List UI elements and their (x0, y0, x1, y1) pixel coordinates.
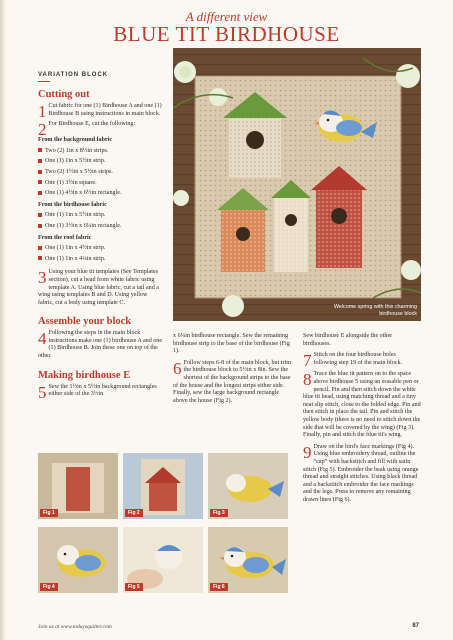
page-fold-shadow (0, 0, 6, 640)
list-item (38, 245, 163, 253)
header-kicker: A different view (185, 9, 268, 24)
figure-5-label: Fig 5 (125, 583, 143, 591)
bullet-icon (38, 213, 42, 217)
bullet-icon (38, 180, 42, 184)
figure-1-label: Fig 1 (40, 509, 58, 517)
bullet-icon (38, 170, 42, 174)
step-8-text: Trace the blue tit pattern on to the space above birdhouse 5 using an erasable pen or pencil. Pin and then stitch down the white blue tit head, using matching thread and a tiny neat slip stitch, close to the folded edge. Pin and then stitch in place the tail. Pin and stitch the yellow body (there is no need to stitch down the side that will be covered by the wing) (Fig 3). Finally, pin and stitch the blue tit's wing. (303, 371, 421, 439)
step-7-text: Stitch on the four birdhouse holes following step 19 of the main block. (313, 352, 403, 366)
figure-6-label: Fig 6 (210, 583, 228, 591)
step-3-text: Using your blue tit templates (See Templates section), cut a head from white fabric using template A. Using blue fabric, cut a tail and a wing using templates B and D. Using yellow fabric, cut a body using template C. (38, 269, 159, 306)
list-item (38, 223, 163, 231)
step-4-number: 4 (38, 329, 47, 349)
step-4-text: Following the steps in the main block instructions make one (1) birdhouse A and one (1) Birdhouse B. Join these one on top of the other. (38, 330, 163, 360)
left-column (38, 89, 163, 402)
list-item-text: One (1) 4½in x 6½in rectangle. (45, 190, 122, 197)
figure-3 (208, 453, 288, 519)
bullet-icon (38, 148, 42, 152)
bullet-icon (38, 224, 42, 228)
making-heading: Making birdhouse E (38, 369, 131, 381)
step-9-text: Draw on the bird's face markings (Fig 4). Using blue embroidery thread, outline the “cap” with backstitch and fill with satin stitch (Fig 5). Embroider the beak using orange thread and straight stitches. Using black thread and a backstitch embroider the face markings and the legs. Press to remove any remaining drawn lines (Fig 6). (303, 443, 419, 503)
assemble-heading: Assemble your block (38, 316, 132, 328)
figure-4-label: Fig 4 (40, 583, 58, 591)
figure-1 (38, 453, 118, 519)
step-6-number: 6 (173, 358, 182, 378)
step-7-number: 7 (303, 351, 312, 371)
step-8 (303, 371, 421, 439)
middle-column (173, 333, 291, 409)
section-label: VARIATION BLOCK (38, 72, 109, 78)
step-1 (38, 102, 163, 121)
list-item-text: Two (2) 1in x 8½in strips. (45, 147, 109, 154)
continued-text: Sew birdhouse E alongside the other birdhouses. (303, 333, 393, 347)
list-item-text: One (1) 1in x 5½in strip. (45, 158, 106, 165)
step-3 (38, 269, 163, 307)
figure-6 (208, 527, 288, 593)
figure-2 (123, 453, 203, 519)
bullet-icon (38, 191, 42, 195)
roof-fabric-heading: From the roof fabric (38, 234, 92, 241)
quilt-illustration (173, 48, 421, 321)
footer-website: Join us at www.todaysquilter.com (38, 624, 112, 630)
step-5-number: 5 (38, 382, 47, 402)
step-9-number: 9 (303, 442, 312, 462)
list-item-text: One (1) 3½in x 6¼in rectangle. (45, 222, 122, 229)
list-item (38, 190, 163, 198)
figure-grid (38, 453, 289, 595)
list-item (38, 148, 163, 156)
step-4 (38, 330, 163, 360)
step-2-text: For Birdhouse E, cut the following: (48, 121, 136, 128)
step-6-text: Follow steps 6-8 of the main block, but trim the birdhouse block to 5½in x 8in. Sew the shortest of the background strips to the base of the house and the longest strips either side. Finally, sew the large background rectangle above the house (Fig 2). (173, 359, 291, 404)
list-item (38, 180, 163, 188)
bullet-icon (38, 256, 42, 260)
step-1-text: Cut fabric for one (1) Birdhouse A and one (1) Birdhouse B using instructions in main block. (48, 103, 162, 117)
bullet-icon (38, 246, 42, 250)
page-number: 87 (412, 623, 419, 629)
bullet-icon (38, 159, 42, 163)
figure-2-label: Fig 2 (125, 509, 143, 517)
list-item (38, 158, 163, 166)
list-item-text: One (1) 1in x 4¼in strip. (45, 255, 106, 262)
birdhouse-fabric-heading: From the birdhouse fabric (38, 201, 107, 208)
step-2-number: 2 (38, 120, 47, 140)
step-2 (38, 120, 163, 140)
background-fabric-heading: From the background fabric (38, 137, 113, 144)
continued-text: x 6¼in birdhouse rectangle. Sew the remaining birdhouse strip to the base of the birdhouse (Fig 1). (173, 333, 290, 355)
step-1-number: 1 (38, 102, 47, 121)
figure-3-label: Fig 3 (210, 509, 228, 517)
cutting-heading: Cutting out (38, 89, 90, 100)
step-5-text: Sew the 1½in x 5½in background rectangles either side of the 3½in (48, 383, 157, 398)
page-title: BLUE TIT BIRDHOUSE (113, 22, 340, 46)
list-item (38, 212, 163, 220)
section-rule (38, 81, 50, 82)
figure-4 (38, 527, 118, 593)
birdhouse-quilt-photo (173, 48, 421, 321)
step-8-number: 8 (303, 370, 312, 390)
step-9 (303, 444, 421, 505)
list-item (38, 169, 163, 177)
figure-5 (123, 527, 203, 593)
step-6 (173, 360, 291, 406)
step-7 (303, 351, 421, 371)
right-column (303, 333, 421, 508)
list-item-text: One (1) 1in x 5½in strip. (45, 212, 106, 219)
list-item-text: Two (2) 1½in x 5½in strips. (45, 168, 113, 175)
photo-caption: Welcome spring with this charming birdhouse block (333, 304, 417, 317)
list-item-text: One (1) 3½in square. (45, 179, 97, 186)
list-item (38, 256, 163, 264)
step-5 (38, 382, 163, 402)
step-3-number: 3 (38, 268, 47, 288)
list-item-text: One (1) 1in x 4½in strip. (45, 245, 106, 252)
